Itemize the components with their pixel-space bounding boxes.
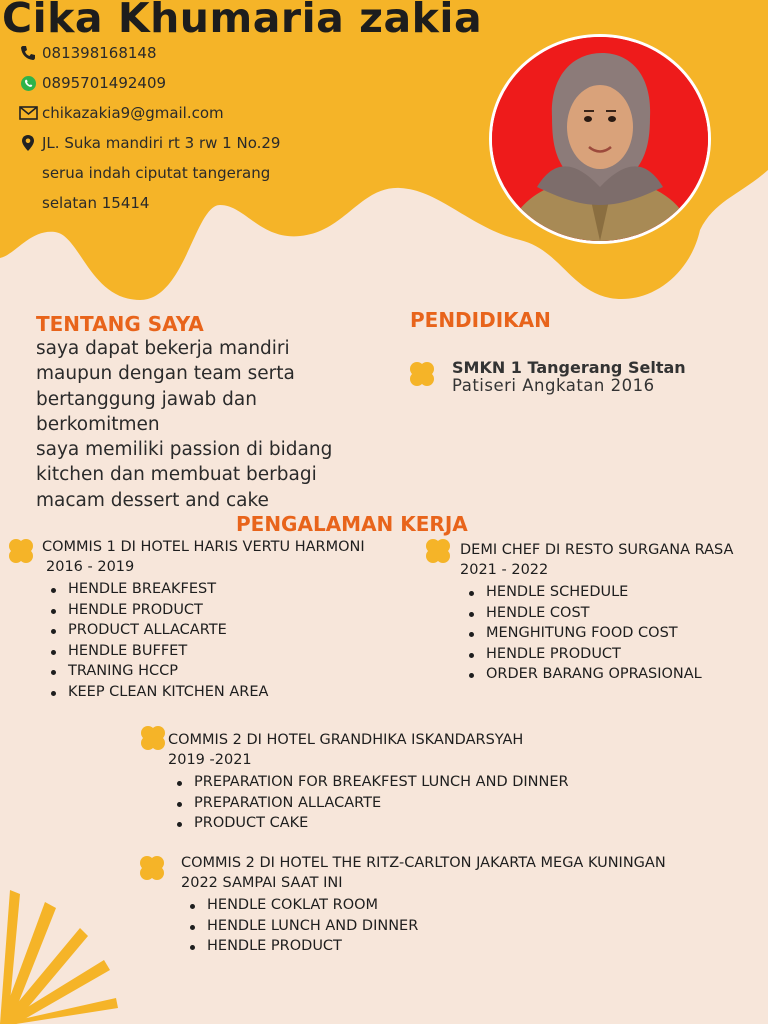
job-duty-item: HENDLE PRODUCT [68, 600, 365, 621]
job-title: COMMIS 2 DI HOTEL THE RITZ-CARLTON JAKARTA MEGA KUNINGAN [181, 855, 666, 871]
experience-heading: PENGALAMAN KERJA [236, 512, 468, 536]
flower-icon [139, 724, 167, 752]
flower-icon [408, 360, 436, 388]
job-duty-item: PRODUCT CAKE [194, 813, 569, 834]
about-heading: TENTANG SAYA [36, 312, 204, 336]
education-school: SMKN 1 Tangerang Seltan [452, 358, 686, 377]
job-duty-item: ORDER BARANG OPRASIONAL [486, 664, 733, 685]
job-duty-item: PRODUCT ALLACARTE [68, 620, 365, 641]
job-duty-item: HENDLE PRODUCT [486, 644, 733, 665]
job-duty-item: PREPARATION FOR BREAKFEST LUNCH AND DINNER [194, 772, 569, 793]
job-title: COMMIS 2 DI HOTEL GRANDHIKA ISKANDARSYAH [168, 732, 524, 748]
contact-email-row [18, 98, 280, 128]
job-period: 2016 - 2019 [46, 559, 135, 575]
job-entry [181, 853, 666, 957]
job-duties [181, 895, 666, 957]
about-line: macam dessert and cake [36, 489, 269, 511]
job-entry [460, 540, 733, 685]
flower-icon [7, 537, 35, 565]
contact-phone-row [18, 38, 280, 68]
about-text [36, 336, 366, 513]
job-period: 2019 -2021 [168, 752, 252, 768]
education-detail: Patiseri Angkatan 2016 [452, 376, 655, 395]
phone-number: 081398168148 [42, 44, 157, 62]
job-period: 2021 - 2022 [460, 562, 549, 578]
candidate-name: Cika Khumaria zakia [2, 0, 483, 42]
phone-icon [18, 44, 38, 62]
whatsapp-number: 0895701492409 [42, 74, 167, 92]
job-duty-item: HENDLE COKLAT ROOM [207, 895, 666, 916]
decorative-rays [0, 880, 150, 1024]
job-entry [42, 537, 365, 702]
job-duty-item: TRANING HCCP [68, 661, 365, 682]
about-line: maupun dengan team serta [36, 363, 295, 385]
job-duty-item: HENDLE COST [486, 603, 733, 624]
job-duty-item: HENDLE LUNCH AND DINNER [207, 916, 666, 937]
job-title: COMMIS 1 DI HOTEL HARIS VERTU HARMONI [42, 539, 365, 555]
job-duties [42, 579, 365, 702]
about-line: bertanggung jawab dan [36, 388, 257, 410]
job-entry [168, 730, 569, 834]
about-line: saya dapat bekerja mandiri [36, 338, 290, 359]
contact-address-row [18, 128, 280, 158]
job-period: 2022 SAMPAI SAAT INI [181, 875, 343, 891]
job-duty-item: MENGHITUNG FOOD COST [486, 623, 733, 644]
whatsapp-icon [18, 74, 38, 92]
job-duties [168, 772, 569, 834]
envelope-icon [18, 104, 38, 122]
contact-block [18, 38, 280, 218]
profile-photo [489, 34, 711, 244]
about-line: saya memiliki passion di bidang [36, 439, 333, 461]
flower-icon [424, 537, 452, 565]
about-line: kitchen dan membuat berbagi [36, 464, 317, 486]
job-duty-item: HENDLE BREAKFEST [68, 579, 365, 600]
job-duty-item: PREPARATION ALLACARTE [194, 793, 569, 814]
contact-whatsapp-row [18, 68, 280, 98]
job-title: DEMI CHEF DI RESTO SURGANA RASA [460, 542, 734, 558]
map-pin-icon [18, 134, 38, 152]
job-duty-item: HENDLE SCHEDULE [486, 582, 733, 603]
job-duty-item: KEEP CLEAN KITCHEN AREA [68, 682, 365, 703]
job-duty-item: HENDLE PRODUCT [207, 936, 666, 957]
about-line: berkomitmen [36, 413, 160, 435]
address-line-2: serua indah ciputat tangerang [42, 164, 271, 182]
flower-icon [138, 854, 166, 882]
education-heading: PENDIDIKAN [410, 308, 551, 332]
job-duties [460, 582, 733, 685]
address-line-3: selatan 15414 [42, 194, 150, 212]
address-line-1: JL. Suka mandiri rt 3 rw 1 No.29 [42, 134, 281, 152]
job-duty-item: HENDLE BUFFET [68, 641, 365, 662]
email-address[interactable]: chikazakia9@gmail.com [42, 104, 224, 122]
